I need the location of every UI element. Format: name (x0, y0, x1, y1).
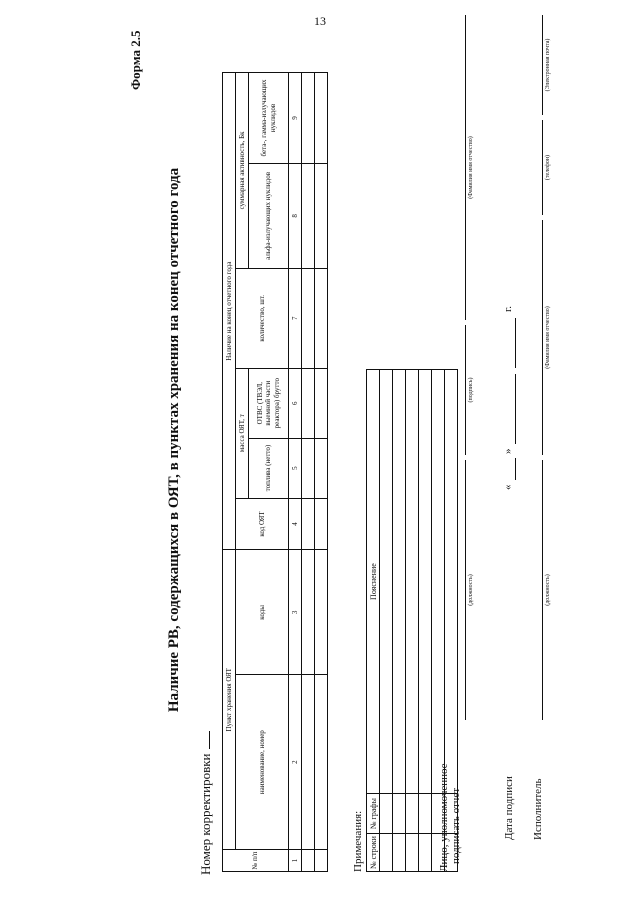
notes-label: Примечания: (352, 810, 364, 872)
form-label: Форма 2.5 (128, 30, 143, 90)
table-row (393, 370, 406, 872)
col-number-8: 8 (289, 163, 302, 268)
notes-header-row: № строки (367, 834, 380, 872)
executor-fio-line (542, 220, 543, 455)
header-availability: Наличие на конец отчетного года (223, 73, 236, 550)
phone-caption: (телефон) (545, 154, 551, 181)
executor-fio-caption: (Фамилия имя отчество) (545, 306, 551, 369)
header-code-oyat: код ОЯТ (236, 498, 289, 550)
date-year-label: г. (502, 305, 514, 312)
email-caption: (Электронная почта) (545, 38, 551, 92)
position-line (465, 460, 466, 720)
header-otvs: ОТВС (ТВЭЛ, выемной части реактора) брутто (249, 368, 289, 438)
signature-caption: (подпись) (468, 377, 474, 403)
email-line (542, 15, 543, 115)
table-row (419, 370, 432, 872)
date-month-line (515, 374, 516, 444)
header-alpha: альфа-излучающих нуклидов (249, 163, 289, 268)
fio-caption: (Фамилия имя отчество) (468, 136, 474, 199)
date-open-quote: « (502, 484, 514, 490)
executor-position-line (542, 460, 543, 720)
col-number-2: 2 (289, 675, 302, 850)
document-title: Наличие РВ, содержащихся в ОЯТ, в пунктах хранения на конец отчетного года (166, 167, 182, 713)
position-caption: (должность) (468, 574, 474, 606)
col-number-3: 3 (289, 550, 302, 675)
notes-header-col: № графы (367, 794, 380, 834)
notes-header-explanation: Пояснение (367, 370, 380, 794)
correction-number (198, 731, 214, 875)
header-codes: коды (236, 550, 289, 675)
header-activity: суммарная активность, Бк (236, 73, 249, 269)
signature-line (465, 325, 466, 455)
executor-label: Исполнитель (532, 778, 544, 840)
table-row (406, 370, 419, 872)
col-number-1: 1 (289, 850, 302, 872)
col-number-5: 5 (289, 438, 302, 498)
table-row (302, 73, 315, 872)
date-year-line (515, 318, 516, 368)
correction-blank (209, 731, 210, 749)
header-no: № п/п (223, 850, 289, 872)
authorized-person-label: Лицо, уполномоченное подписать отчет (438, 763, 462, 872)
phone-line (542, 120, 543, 215)
header-mass: масса ОЯТ, т (236, 368, 249, 498)
date-label: Дата подписи (503, 776, 515, 840)
col-number-4: 4 (289, 498, 302, 550)
fio-line (465, 15, 466, 320)
date-day-line (515, 458, 516, 480)
header-beta: бета-, гамма-излучающих нуклидов (249, 73, 289, 164)
storage-table (222, 72, 328, 872)
date-close-quote: » (502, 448, 514, 454)
header-quantity: количество, шт. (236, 268, 289, 368)
col-number-9: 9 (289, 73, 302, 164)
col-number-6: 6 (289, 368, 302, 438)
table-row (315, 73, 328, 872)
table-row (380, 370, 393, 872)
executor-position-caption: (должность) (545, 574, 551, 606)
header-storage-point: Пункт хранения ОЯТ (223, 550, 236, 850)
rotated-form-sheet (120, 0, 590, 880)
header-fuel: топлива (нетто) (249, 438, 289, 498)
header-name: наименование, номер (236, 675, 289, 850)
correction-label: Номер корректировки (198, 753, 213, 875)
page-number: 13 (314, 14, 326, 28)
col-number-7: 7 (289, 268, 302, 368)
